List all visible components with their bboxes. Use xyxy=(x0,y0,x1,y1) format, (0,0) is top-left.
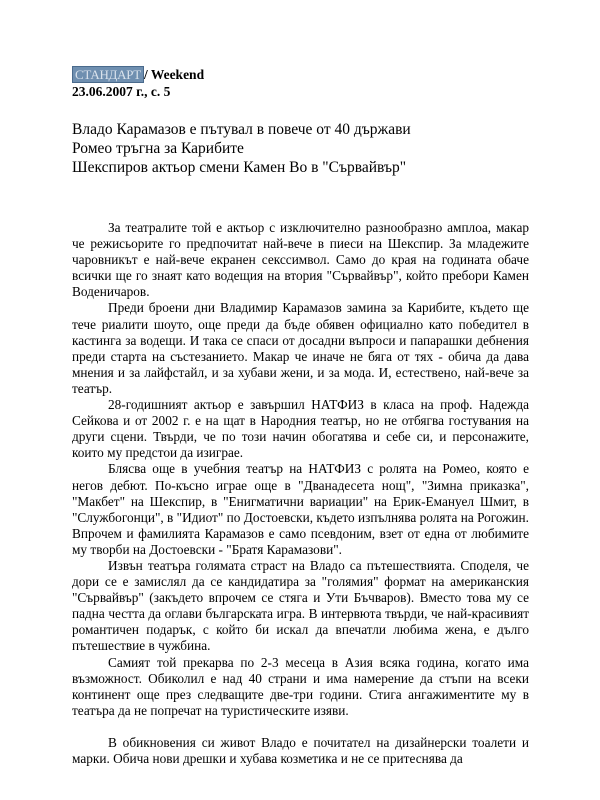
section-label: / Weekend xyxy=(143,67,205,82)
paragraph: В обикновения си живот Владо е почитател на дизайнерски тоалети и марки. Обича нови дрешки и хубава козметика и не се притеснява да xyxy=(72,734,529,766)
title-line: Шекспиров актьор смени Камен Во в "Сървайвър" xyxy=(72,159,407,176)
paragraph: Преди броени дни Владимир Карамазов замина за Карибите, където ще тече риалити шоуто, още преди да бъде обявен официално като победител в кастинга за водещи. И така се спаси от досадни въпроси и папарашки дебнения преди старта на състезанието. Макар че иначе не бяга от тях - обича да дава мнения и за лайфстайл, и за хубави жени, и за мода. И, естествено, най-вече за театър. xyxy=(72,300,529,396)
paragraph: Блясва още в учебния театър на НАТФИЗ с ролята на Ромео, която е негов дебют. По-късно играе още в "Дванадесета нощ", "Зимна приказка", "Макбет" на Шекспир, в "Енигматични вариации" на Ерик-Емануел Шмит, в "Службогонци", в "Идиот" по Достоевски, където изпълнява ролята на Рогожин. Впрочем и фамилията Карамазов е само псевдоним, взет от една от любимите му творби на Достоевски - "Братя Карамазови". xyxy=(72,461,529,557)
paragraph: Самият той прекарва по 2-3 месеца в Азия всяка година, когато има възможност. Обиколил е над 40 страни и има намерение да стъпи на всеки континент още през следващите две-три години. Стига ангажиментите му в театъра да не попречат на туристическите изяви. xyxy=(72,654,529,718)
article-body xyxy=(72,220,529,767)
title-line: Владо Карамазов е пътувал в повече от 40 държави xyxy=(72,121,411,138)
document-header xyxy=(72,66,204,100)
paragraph: Извън театъра голямата страст на Владо са пътешествията. Споделя, че дори се е замислял да се кандидатира за "голямия" формат на американския "Сървайвър" (закъдето впрочем се стяга и Ути Бъчваров). Вместо това му се падна честта да оглави българската игра. В интервюта твърди, че най-красивият романтичен подарък, с който би искал да впечатли любима жена, е дълго пътешествие в чужбина. xyxy=(72,557,529,654)
date-page: 23.06.2007 г., с. 5 xyxy=(72,84,171,99)
paragraph: 28-годишният актьор е завършил НАТФИЗ в класа на проф. Надежда Сейкова и от 2002 г. е на щат в Народния театър, но не отбягва гостувания на други сцени. Твърди, че по този начин обогатява и себе си, и персонажите, които му предстои да изиграе. xyxy=(72,397,529,461)
article-titles xyxy=(72,120,542,177)
header-line xyxy=(72,66,204,83)
paragraph: За театралите той е актьор с изключително разнообразно амплоа, макар че режисьорите го предпочитат най-вече в пиеси на Шекспир. За младежите чаровникът е най-вече екранен сексcимвол. Само до края на годината обаче всички ще го знаят като водещия на втория "Сървайвър", който пребори Камен Воденичаров. xyxy=(72,220,529,300)
title-line: Ромео тръгна за Карибите xyxy=(72,140,244,157)
newspaper-logo: СТАНДАРТ xyxy=(72,66,144,83)
